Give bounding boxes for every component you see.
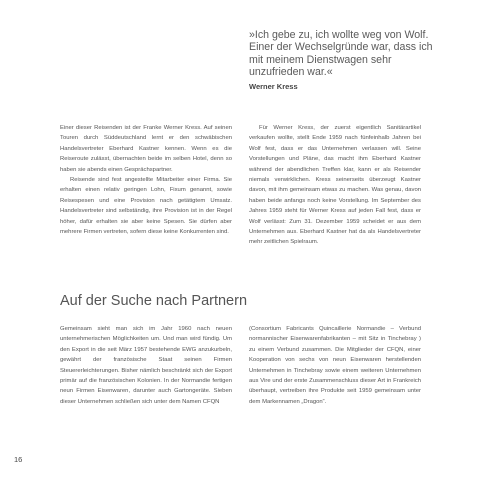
body-column-right-bottom bbox=[249, 324, 421, 407]
quote-author: Werner Kress bbox=[249, 82, 298, 91]
body-column-left-bottom bbox=[60, 324, 232, 407]
section-heading: Auf der Suche nach Partnern bbox=[60, 293, 248, 309]
body-column-right-top bbox=[249, 123, 421, 248]
paragraph: (Consortium Fabricants Quincaillerie Normandie – Verbund normannischer Eisenwarenfabrikanten – mit Sitz in Tinchebray ) zu einem Verbund zusammen. Die Mitglieder der CFQN, einer Kooperation von sechs von neun Eisenwaren herstellenden Unternehmen in Tinchebray sowie einem weiteren Unternehmen aus Vire und der erste Zusammenschluss dieser Art in Frankreich überhaupt, vertreiben ihre Produkte seit 1959 gemeinsam unter dem Markennamen „Dragon“. bbox=[249, 326, 421, 405]
paragraph: Reisende sind fest angestellte Mitarbeiter einer Firma. Sie erhalten einen relativ geringen Lohn, Fixum genannt, sowie Reisespesen und eine Provision nach getätigtem Umsatz. Handelsvertreter sind selbständig, ihre Provision ist in der Regel höher, dafür erhalten sie aber keine Spesen. Sie dürfen aber mehrere Firmen vertreten, sofern diese keine Konkurrenten sind. bbox=[60, 177, 232, 236]
pull-quote: »Ich gebe zu, ich wollte weg von Wolf. Einer der Wechselgründe war, dass ich mit meinem Dienstwagen sehr unzufrieden war.« bbox=[249, 29, 433, 79]
body-column-left-top bbox=[60, 123, 232, 237]
paragraph: Einer dieser Reisenden ist der Franke Werner Kress. Auf seinen Touren durch Süddeutschland lernt er den schwäbischen Handelsvertreter Eberhard Kastner kennen. Wenn es die Reiseroute zulässt, übernachten beide im selben Hotel, denn so haben sie abends einen Gesprächspartner. bbox=[60, 125, 232, 173]
paragraph: Für Werner Kress, der zuerst eigentlich Sanitärartikel verkaufen wollte, stellt Ende 1959 nach fünfeinhalb Jahren bei Wolf fest, dass er das Unternehmen verlassen will. Seine Vorstellungen und Pläne, das macht ihm Eberhard Kastner während der abendlichen Treffen klar, kann er als Reisender niemals verwirklichen. Kress seinerseits überzeugt Kastner davon, mit ihm gemeinsam etwas zu machen. Was genau, davon haben beide anfangs noch keine Vorstellung. Im September des Jahres 1959 steht für Werner Kress auf jeden Fall fest, dass er Wolf verlässt: Zum 31. Dezember 1959 scheidet er aus dem Unternehmen aus. Eberhard Kastner hat da als Handelsvertreter mehr zeitlichen Spielraum. bbox=[249, 125, 421, 246]
page-number: 16 bbox=[14, 455, 23, 464]
paragraph: Gemeinsam sieht man sich im Jahr 1960 nach neuen unternehmerischen Möglichkeiten um. Und man wird fündig. Um den Export in die seit März 1957 bestehende EWG anzukurbeln, gewährt der französische Staat seinen Firmen Steuererleichterungen. Bisher nämlich beschränkt sich der Export primär auf die französischen Kolonien. In der Normandie fertigen neun Firmen Eisenwaren, darunter auch Gartongeräte. Sieben dieser Unternehmen schließen sich unter dem Namen CFQN bbox=[60, 326, 232, 405]
